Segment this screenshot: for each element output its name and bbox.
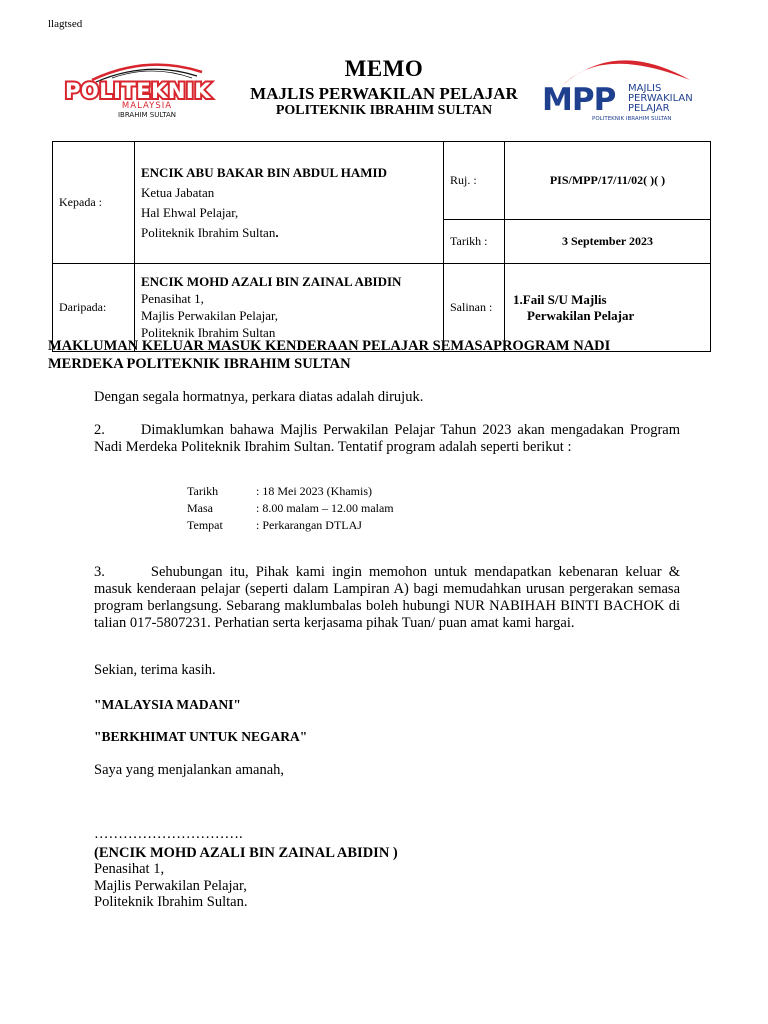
paragraph-3-number: 3. — [94, 564, 105, 580]
slogan-berkhimat: "BERKHIMAT UNTUK NEGARA" — [94, 729, 308, 744]
salinan-num: 1. — [513, 291, 523, 307]
kepada-dot: . — [275, 224, 279, 240]
paragraph-3 — [94, 564, 680, 632]
daripada-line1: Penasihat 1, — [141, 291, 204, 306]
politeknik-logo-text: POLITEKNIK — [64, 79, 212, 103]
kepada-line1: Ketua Jabatan — [141, 184, 215, 200]
signature-org: Majlis Perwakilan Pelajar, — [94, 878, 247, 894]
amanah-text: Saya yang menjalankan amanah, — [94, 762, 285, 778]
memo-subject: MAKLUMAN KELUAR MASUK KENDERAAN PELAJAR SEMASAPROGRAM NADI MERDEKA POLITEKNIK IBRAHIM SULTAN — [48, 338, 611, 372]
daripada-line3: Politeknik Ibrahim Sultan — [141, 325, 276, 340]
memo-title: MEMO — [344, 56, 424, 81]
paragraph-2-number: 2. — [94, 422, 105, 438]
kepada-line2: Hal Ehwal Pelajar, — [141, 204, 239, 220]
closing-text: Sekian, terima kasih. — [94, 662, 216, 678]
signature-title: Penasihat 1, — [94, 861, 165, 877]
memo-header-table — [52, 141, 711, 352]
schedule-list — [187, 483, 394, 534]
signature-institution: Politeknik Ibrahim Sultan. — [94, 894, 248, 910]
org-name: MAJLIS PERWAKILAN PELAJAR — [250, 84, 518, 103]
politeknik-logo-sub1: MALAYSIA — [121, 101, 173, 111]
ruj-label: Ruj. : — [444, 142, 505, 220]
daripada-name: ENCIK MOHD AZALI BIN ZAINAL ABIDIN — [141, 274, 402, 289]
paragraph-1: Dengan segala hormatnya, perkara diatas adalah dirujuk. — [94, 389, 424, 405]
org-institution: POLITEKNIK IBRAHIM SULTAN — [275, 103, 493, 118]
mpp-logo-mark: MPP — [542, 82, 616, 118]
schedule-row: Tempat : Perkarangan DTLAJ — [187, 518, 362, 532]
mpp-logo — [540, 50, 715, 122]
daripada-label: Daripada: — [53, 264, 135, 352]
signature-name: (ENCIK MOHD AZALI BIN ZAINAL ABIDIN ) — [94, 845, 398, 861]
kepada-line3: Politeknik Ibrahim Sultan — [141, 224, 276, 240]
salinan-label: Salinan : — [444, 264, 505, 352]
daripada-line2: Majlis Perwakilan Pelajar, — [141, 308, 279, 323]
ruj-value: PIS/MPP/17/11/02( )( ) — [505, 142, 711, 220]
mpp-logo-line2: PERWAKILAN — [628, 93, 693, 104]
mpp-logo-line1: MAJLIS — [628, 83, 662, 94]
kepada-cell — [135, 142, 444, 264]
mpp-logo-line3: PELAJAR — [628, 103, 670, 114]
tarikh-label: Tarikh : — [444, 220, 505, 264]
schedule-row: Masa : 8.00 malam – 12.00 malam — [187, 501, 394, 515]
tarikh-value: 3 September 2023 — [505, 220, 711, 264]
document-id-text: llagtsed — [48, 18, 83, 30]
slogan-malaysia-madani: "MALAYSIA MADANI" — [94, 697, 241, 712]
politeknik-logo-sub2: IBRAHIM SULTAN — [117, 111, 177, 119]
schedule-row: Tarikh : 18 Mei 2023 (Khamis) — [187, 484, 372, 498]
salinan-line2: Perwakilan Pelajar — [527, 307, 635, 323]
paragraph-2 — [94, 422, 680, 456]
mpp-logo-sub: POLITEKNIK IBRAHIM SULTAN — [592, 116, 672, 122]
paragraph-3-text: Sehubungan itu, Pihak kami ingin memohon untuk mendapatkan kebenaran keluar & masuk kenderaan pelajar (seperti dalam Lampiran A) bagi memudahkan urusan pergerakan semasa program berlangsung. Sebarang maklumbalas boleh hubungi NUR NABIHAH BINTI BACHOK di talian 017-5807231. Perhatian serta kerjasama pihak Tuan/ puan amat kami hargai. — [94, 564, 680, 631]
kepada-name: ENCIK ABU BAKAR BIN ABDUL HAMID — [141, 164, 387, 180]
paragraph-2-text: Dimaklumkan bahawa Majlis Perwakilan Pelajar Tahun 2023 akan mengadakan Program Nadi Merdeka Politeknik Ibrahim Sultan. Tentatif program adalah seperti berikut : — [94, 422, 680, 455]
salinan-line1: Fail S/U Majlis — [522, 291, 607, 307]
signature-line: …………………………. — [94, 826, 243, 842]
kepada-label: Kepada : — [53, 142, 135, 264]
